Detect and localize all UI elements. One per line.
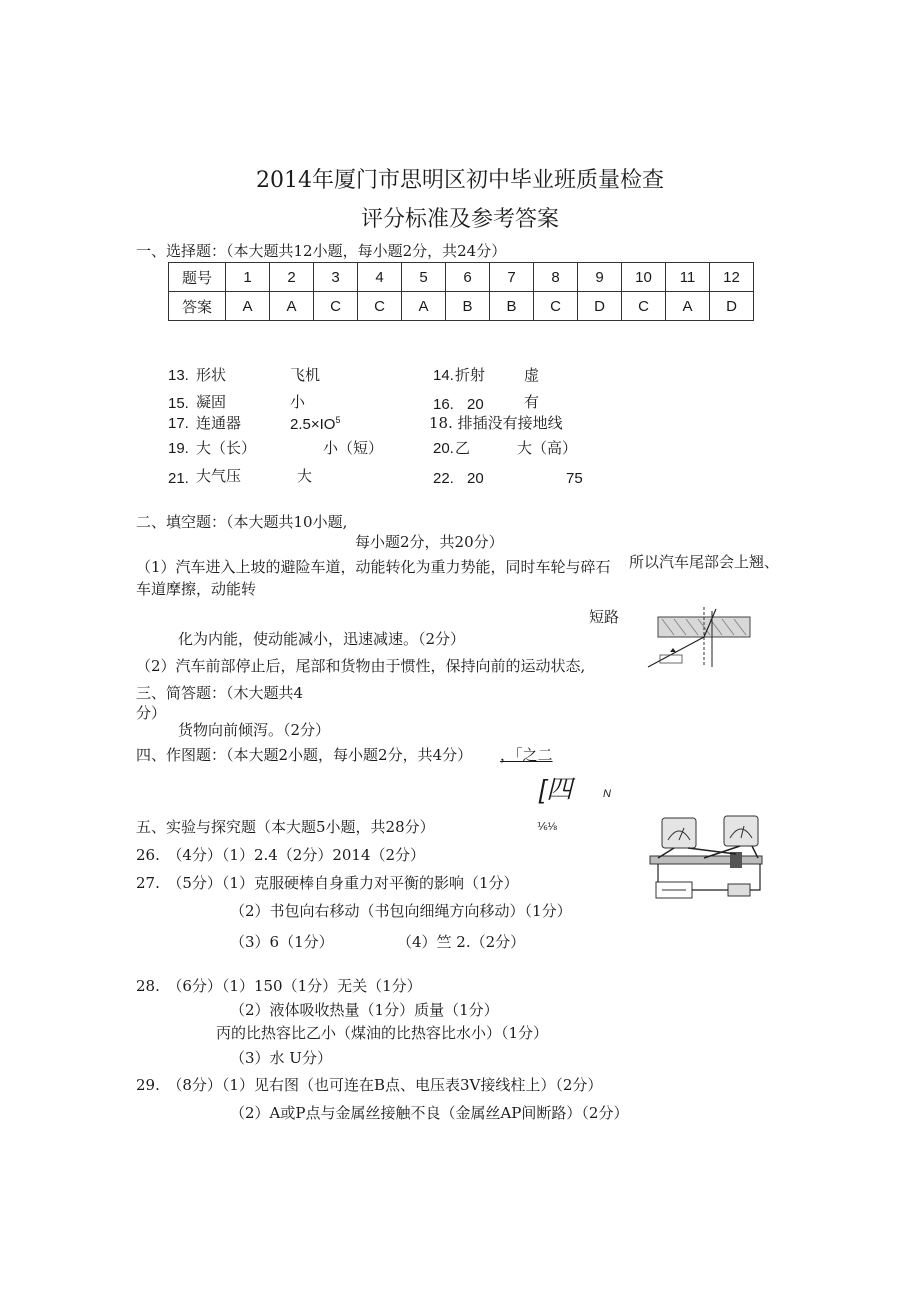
table-cell: 6	[446, 263, 490, 292]
section4-artifact-3: N	[603, 788, 611, 800]
section3-heading: 三、简答题：（木大题共4	[136, 684, 304, 702]
voltmeter	[662, 818, 696, 848]
section5-artifact: ⅙⅛	[537, 821, 557, 833]
q14-answer-a: 折射	[455, 366, 486, 384]
table-cell: 7	[490, 263, 534, 292]
ray-arrow	[670, 648, 676, 652]
table-cell: 4	[358, 263, 402, 292]
table-cell: 8	[534, 263, 578, 292]
section2-paragraph-1-right: 所以汽车尾部会上翘、	[629, 553, 780, 571]
table-cell: A	[270, 292, 314, 321]
table-cell: A	[666, 292, 710, 321]
q29-answer-2: （2）A或P点与金属丝接触不良（金属丝AP间断路）（2分）	[230, 1104, 629, 1122]
section4-artifact-1: ，「之二	[500, 746, 553, 764]
short-circuit-label: 短路	[589, 608, 620, 626]
q17-answer-b	[290, 416, 340, 432]
q14-number: 14.	[433, 367, 454, 384]
ammeter	[724, 816, 758, 846]
q13-number: 13.	[168, 367, 189, 384]
q28-answer-2: （2）液体吸收热量（1分）质量（1分）	[230, 1001, 499, 1019]
table-cell: B	[446, 292, 490, 321]
q20-answer-b: 大（高）	[517, 439, 578, 457]
table-cell: C	[534, 292, 578, 321]
q27-answer-4: （4）竺 2.（2分）	[397, 933, 526, 951]
table-cell: C	[622, 292, 666, 321]
table-cell: 2	[270, 263, 314, 292]
q16-answer-b: 有	[524, 393, 540, 411]
table-cell: A	[226, 292, 270, 321]
table-header-answer: 答案	[169, 292, 226, 321]
q19-answer-a: 大（长）	[196, 439, 257, 457]
section4-heading: 四、作图题：（本大题2小题，每小题2分，共4分）	[136, 746, 473, 764]
table-cell: 11	[666, 263, 710, 292]
table-header-number: 题号	[169, 263, 226, 292]
q26-answer: 26. （4分）（1）2.4（2分）2014（2分）	[136, 846, 426, 864]
wire	[688, 848, 736, 854]
table-cell: 3	[314, 263, 358, 292]
q19-answer-b: 小（短）	[323, 439, 384, 457]
q16-answer-a: 20	[467, 396, 484, 413]
table-cell: C	[358, 292, 402, 321]
q27-answer-2: （2）书包向右移动（书包向细绳方向移动）（1分）	[230, 902, 572, 920]
table-cell: A	[402, 292, 446, 321]
answer-table	[168, 262, 754, 321]
q16-number: 16.	[433, 396, 454, 413]
q20-answer-a: 乙	[455, 439, 471, 457]
table-cell: 10	[622, 263, 666, 292]
table-cell: 1	[226, 263, 270, 292]
q17-answer-base: 2.5×IO	[290, 416, 336, 433]
circuit-diagram	[644, 812, 768, 904]
section2-paragraph-4: （2）汽车前部停止后，尾部和货物由于惯性，保持向前的运动状态,	[136, 657, 586, 675]
q28-answer-3: 丙的比热容比乙小（煤油的比热容比水小）（1分）	[216, 1024, 549, 1042]
section5-heading: 五、实验与探究题（本大题5小题，共28分）	[136, 818, 435, 836]
section2-paragraph-2: 车道摩擦，动能转	[136, 580, 257, 598]
q21-answer-a: 大气压	[196, 467, 242, 485]
page-subtitle: 评分标准及参考答案	[360, 207, 559, 232]
q15-number: 15.	[168, 395, 189, 412]
q21-number: 21.	[168, 470, 189, 487]
section2-paragraph-1: （1）汽车进入上坡的避险车道，动能转化为重力势能，同时车轮与碎石	[136, 558, 611, 576]
page-title: 2014年厦门市思明区初中毕业班质量检查	[256, 168, 664, 193]
q28-answer-1: 28. （6分）（1）150（1分）无关（1分）	[136, 977, 422, 995]
section2-paragraph-3: 化为内能，使动能减小，迅速减速。（2分）	[178, 630, 466, 648]
table-cell: B	[490, 292, 534, 321]
q17-number: 17.	[168, 415, 189, 432]
q15-answer-a: 凝固	[196, 393, 227, 411]
table-cell: D	[578, 292, 622, 321]
table-cell: D	[710, 292, 754, 321]
section2-heading-cont: 每小题2分，共20分）	[355, 533, 504, 551]
q17-answer-exponent: 5	[335, 415, 341, 425]
sliding-clip	[730, 852, 742, 868]
table-cell: C	[314, 292, 358, 321]
q22-number: 22.	[433, 470, 454, 487]
q22-answer-b: 75	[566, 470, 583, 487]
switch	[728, 884, 750, 896]
q15-answer-b: 小	[290, 393, 306, 411]
table-cell: 12	[710, 263, 754, 292]
q13-answer-b: 飞机	[290, 366, 321, 384]
q18-answer: 18. 排插没有接地线	[429, 414, 563, 432]
table-cell: 5	[402, 263, 446, 292]
section3-heading-cont: 分）	[136, 704, 167, 722]
q21-answer-b: 大	[297, 467, 313, 485]
section4-artifact-2: [四	[539, 774, 573, 804]
q19-number: 19.	[168, 440, 189, 457]
q17-answer-a: 连通器	[196, 414, 242, 432]
table-cell: 9	[578, 263, 622, 292]
q14-answer-b: 虚	[524, 366, 540, 384]
q22-answer-a: 20	[467, 470, 484, 487]
q29-answer-1: 29. （8分）（1）见右图（也可连在B点、电压表3V接线柱上）（2分）	[136, 1076, 603, 1094]
section3-paragraph-1: 货物向前倾泻。（2分）	[178, 721, 331, 739]
section1-heading: 一、选择题：（本大题共12小题，每小题2分，共24分）	[136, 242, 507, 260]
table-row-numbers	[169, 263, 754, 292]
q20-number: 20.	[433, 440, 454, 457]
section2-heading: 二、填空题：（本大题共10小题,	[136, 513, 348, 531]
q13-answer-a: 形状	[196, 366, 227, 384]
refraction-diagram	[640, 605, 754, 675]
q28-answer-4: （3）水 U分）	[230, 1049, 332, 1067]
q27-answer-1: 27. （5分）（1）克服硬棒自身重力对平衡的影响（1分）	[136, 874, 519, 892]
q27-answer-3: （3）6（1分）	[230, 933, 334, 951]
table-row-answers	[169, 292, 754, 321]
